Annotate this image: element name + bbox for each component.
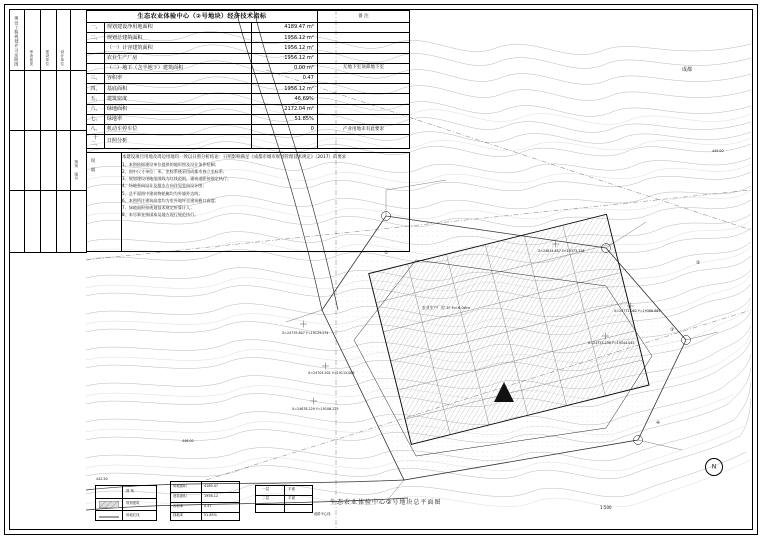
table-row [87,23,410,33]
contour-elevation-label: 446.00 [182,439,194,443]
strip-label-permit: 建设工程规划许可证附图 [14,16,20,67]
table-row [87,43,410,53]
row-index: 六、 [87,104,105,114]
legend2-key: 建筑面积 [173,494,187,498]
row-index: 十二、 [87,135,105,149]
row-index: 一、 [87,23,105,33]
legend-item-label: 规划建筑 [126,501,140,505]
row-remark [317,43,409,53]
legend2-value: 51.85% [204,513,217,517]
row-index: 八、 [87,124,105,134]
row-remark [317,33,409,43]
survey-point-label: X=24814.657 Y=19373.126 [538,249,585,253]
table-remark-header: 备 注 [317,11,409,23]
legend-plan-box [255,485,313,513]
table-row [87,33,410,43]
notes-header-label: 说 明 [90,158,96,173]
legend-data-box [170,481,240,521]
strip-divider [24,10,25,252]
row-remark [317,53,409,63]
legend-title: 图 例 [126,489,134,493]
survey-point-label: X=24678.229 Y=19106.229 [292,407,339,411]
row-index: 三、 [87,73,105,83]
row-remark [317,23,409,33]
row-value: 46.69% [252,94,318,104]
survey-point-label: X=24735.807 Y=19129.274 [282,331,329,335]
place-label: 成都 [682,67,693,73]
table-row [87,94,410,104]
row-name: （二）地下（含半地下）建筑面积 [104,63,251,73]
legend-hatch-swatch [99,501,119,508]
row-remark: 产业用地未有此要求 [317,124,409,134]
row-remark [317,73,409,83]
survey-point-label: X=24703.501 Y=19115.008 [308,371,355,375]
legend3-value: 平面 [288,496,296,500]
row-remark [317,94,409,104]
note-line: 3、规划建设用地范围线为红线范围，建筑退距按规定执行； [122,176,232,182]
row-value: 51.85% [252,114,318,124]
legend-line-swatch [99,514,119,520]
legend2-key: 用地面积 [173,484,187,488]
table-row [87,73,410,83]
row-value: 1956.12 m² [252,33,318,43]
legend2-value: 0.47 [204,504,212,508]
north-compass-icon [705,458,723,476]
table-row [87,124,410,134]
row-name: 规划建设净用地面积 [104,23,251,33]
legend-item-label: 用地红线 [126,513,140,517]
row-remark [317,114,409,124]
legend2-value: 4189.47 [204,484,219,488]
row-index: 四、 [87,84,105,94]
contour-elevation-label: 442.50 [96,477,108,481]
scale-label: 1:500 [600,505,612,510]
row-value: 4189.47 m² [252,23,318,33]
drawing-title: 生态农业体验中心②号地块总平面图 [330,499,442,506]
note-line: 8、未尽事宜按国家及地方现行规范执行。 [122,211,199,217]
row-index [87,53,105,63]
table-title: 生态农业体验中心（②号地块）经济技术指标 [87,11,318,23]
table-row [87,135,410,149]
strip-label-review: 审查意见 [29,50,34,66]
road-centerline-label: 道路中心线 [314,512,331,516]
node-marker-1: ① [384,251,389,256]
row-remark [317,84,409,94]
row-index [87,43,105,53]
strip-label-owner: 建设单位 [45,50,50,66]
row-index: 二、 [87,33,105,43]
row-name: 绿地面积 [104,104,251,114]
legend2-key: 绿地率 [173,513,184,517]
legend3-key: 一层 [262,487,270,491]
contour-elevation-label: 449.00 [712,149,724,153]
row-name: 日照分析 [104,135,251,149]
building-label: 农业生产厂房 1F H=6.00m [422,305,470,310]
title-block-strip [10,10,87,253]
row-name: 基底面积 [104,84,251,94]
strip-divider [70,10,71,252]
legend-box [95,485,157,521]
row-value: 0.47 [252,73,318,83]
row-value: 1956.12 m² [252,43,318,53]
table-row [87,84,410,94]
strip-divider [56,10,57,252]
table-row [87,114,410,124]
compass-label: N [711,463,717,471]
row-name: 规划总建筑面积 [104,33,251,43]
notes-header-cell [87,153,122,251]
node-marker-4: ④ [656,421,661,426]
row-value: 0.00 m² [252,63,318,73]
row-name: 农业生产厂房 [104,53,251,63]
table-row [87,53,410,63]
row-value: 1956.12 m² [252,53,318,63]
row-index [87,63,105,73]
row-value [252,135,318,149]
table-row [87,104,410,114]
row-remark [317,104,409,114]
row-name: 容积率 [104,73,251,83]
row-value: 1956.12 m² [252,84,318,94]
survey-point-label: X=24771.062 Y=19366.885 [614,309,661,313]
note-line: 7、绿地面积按规划技术规定折算计入； [122,204,195,210]
strip-label-designer: 设计单位 [60,50,65,66]
note-line: 2、图中尺寸单位：米，坐标系统采用成都市独立坐标系； [122,169,227,175]
strip-label-sheetno: 图别 图号 [74,160,79,181]
notes-lead: 本建设项目用地及周边用地均一致以日照分析结论：日照影响满足《成都市城市规划管理技术规定》（2017）的要求 [122,155,347,160]
note-line: 1、本图依据建设单位提供的地形图及设计条件绘制； [122,162,219,168]
row-value: 2172.04 m² [252,104,318,114]
row-name: 绿地率 [104,114,251,124]
row-value: 0 [252,124,318,134]
row-remark: 无地下室顶部地下室 [317,63,409,73]
economic-indicators-table [86,10,410,149]
note-line: 6、本图所注建筑高度均为室外地坪至建筑檐口高度； [122,197,219,203]
survey-point-label: X=24753.238 Y=19344.045 [588,341,635,345]
row-name: （一）计容建筑面积 [104,43,251,53]
row-index: 七、 [87,114,105,124]
legend3-key: 二层 [262,496,270,500]
legend2-value: 1956.12 [204,494,219,498]
note-line: 4、场地竖向设计及排水方向详见竖向设计图； [122,183,207,189]
row-name: 建筑密度 [104,94,251,104]
legend2-key: 容积率 [173,504,184,508]
row-name: 机动车停车位 [104,124,251,134]
notes-body [122,155,407,249]
table-row [87,63,410,73]
strip-divider [40,10,41,252]
node-marker-3: ③ [670,328,675,333]
notes-block [86,152,410,252]
row-index: 五、 [87,94,105,104]
row-remark [317,135,409,149]
node-marker-2: ② [696,261,701,266]
note-line: 5、总平面图中建筑物轮廓均为外墙外边线； [122,190,203,196]
legend3-value: 平面 [288,487,296,491]
